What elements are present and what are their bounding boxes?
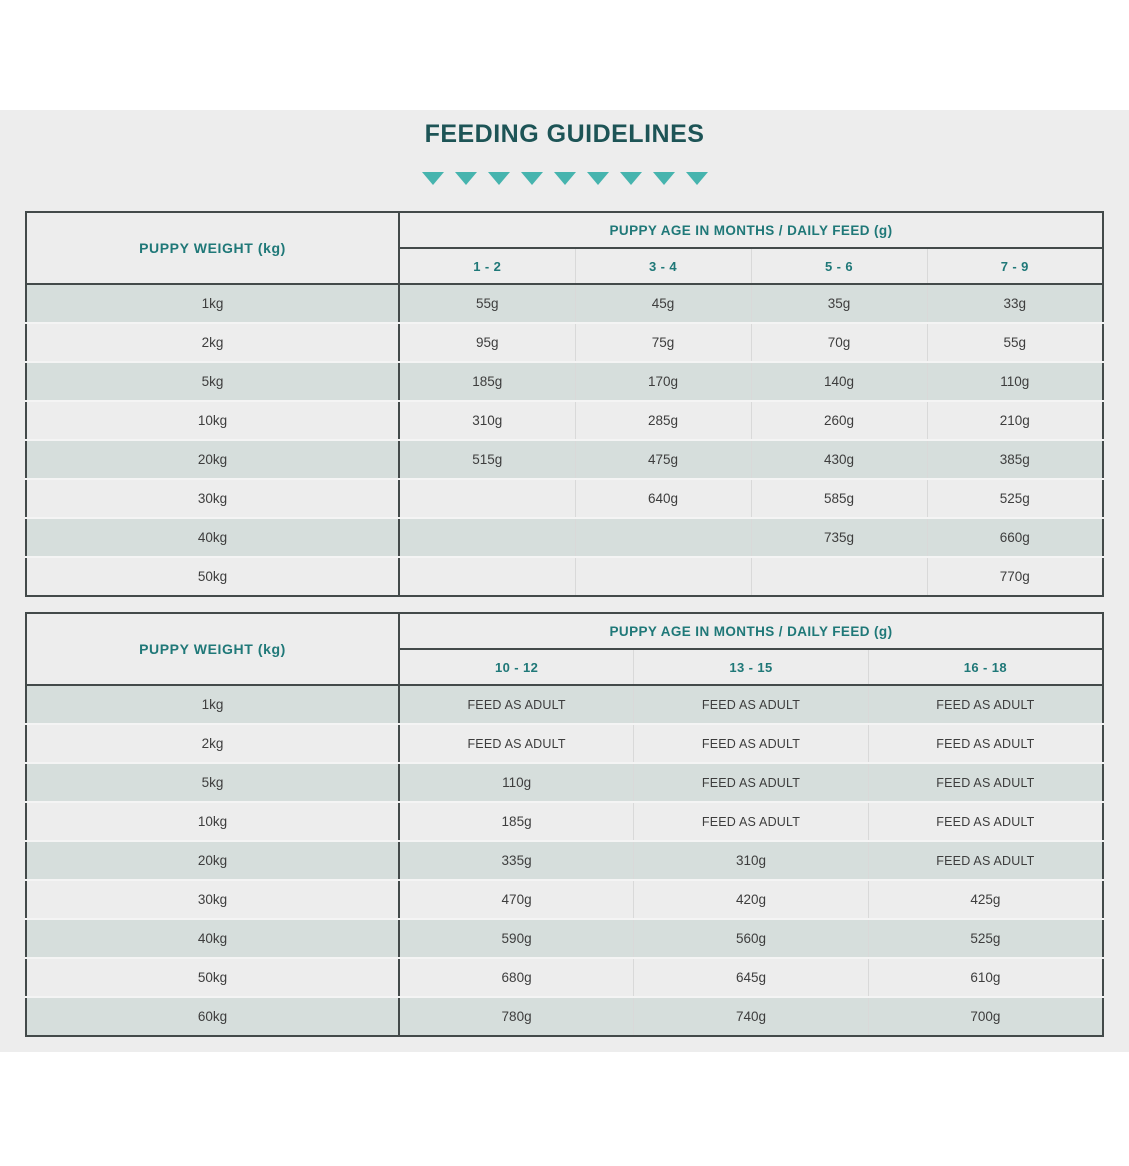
feed-amount-cell: 470g	[399, 880, 634, 919]
table-row	[26, 401, 1103, 440]
table-row	[26, 763, 1103, 802]
feed-amount-cell: 75g	[575, 323, 751, 362]
feed-amount-cell: 285g	[575, 401, 751, 440]
feed-amount-cell: 780g	[399, 997, 634, 1036]
table-header	[26, 613, 1103, 685]
table-row	[26, 958, 1103, 997]
chevron-down-icon	[653, 172, 675, 185]
feed-amount-cell: FEED AS ADULT	[634, 802, 869, 841]
feed-amount-cell: 185g	[399, 362, 575, 401]
feed-amount-cell: FEED AS ADULT	[634, 724, 869, 763]
feed-amount-cell: 95g	[399, 323, 575, 362]
table-body	[26, 685, 1103, 1036]
weight-cell: 60kg	[26, 997, 399, 1036]
table-row	[26, 479, 1103, 518]
feed-amount-cell: 735g	[751, 518, 927, 557]
page-title: FEEDING GUIDELINES	[424, 120, 705, 148]
feed-amount-cell: 610g	[868, 958, 1103, 997]
weight-cell: 10kg	[26, 802, 399, 841]
feed-amount-cell: 55g	[399, 284, 575, 323]
table-row	[26, 284, 1103, 323]
table-row	[26, 440, 1103, 479]
feed-amount-cell: FEED AS ADULT	[868, 724, 1103, 763]
feed-amount-cell: 560g	[634, 919, 869, 958]
top-white-strip	[0, 0, 1129, 110]
table-row	[26, 518, 1103, 557]
age-range-header: 1 - 2	[399, 248, 575, 284]
table-row	[26, 362, 1103, 401]
feed-amount-cell: 385g	[927, 440, 1103, 479]
feed-amount-cell: FEED AS ADULT	[868, 841, 1103, 880]
feed-amount-cell: 640g	[575, 479, 751, 518]
feed-amount-cell: 110g	[399, 763, 634, 802]
feed-amount-cell: 430g	[751, 440, 927, 479]
feed-amount-cell: 770g	[927, 557, 1103, 596]
feed-amount-cell: 35g	[751, 284, 927, 323]
age-range-header: 13 - 15	[634, 649, 869, 685]
table-row	[26, 880, 1103, 919]
table-row	[26, 802, 1103, 841]
feed-amount-cell: 425g	[868, 880, 1103, 919]
feed-amount-cell: 645g	[634, 958, 869, 997]
age-range-header: 3 - 4	[575, 248, 751, 284]
chevron-down-icon	[521, 172, 543, 185]
feed-amount-cell: 585g	[751, 479, 927, 518]
feed-amount-cell: FEED AS ADULT	[868, 763, 1103, 802]
chevron-down-icon	[488, 172, 510, 185]
feed-amount-cell	[399, 557, 575, 596]
feed-amount-cell: FEED AS ADULT	[868, 802, 1103, 841]
table-row	[26, 919, 1103, 958]
age-range-header: 5 - 6	[751, 248, 927, 284]
feed-amount-cell: FEED AS ADULT	[399, 685, 634, 724]
chevron-down-icon	[587, 172, 609, 185]
weight-cell: 40kg	[26, 518, 399, 557]
weight-cell: 1kg	[26, 284, 399, 323]
table-header	[26, 212, 1103, 284]
feed-amount-cell: 55g	[927, 323, 1103, 362]
weight-cell: 1kg	[26, 685, 399, 724]
feed-amount-cell: 420g	[634, 880, 869, 919]
feed-amount-cell: 70g	[751, 323, 927, 362]
feed-amount-cell: 680g	[399, 958, 634, 997]
age-group-header: PUPPY AGE IN MONTHS / DAILY FEED (g)	[399, 613, 1103, 649]
content-area	[0, 110, 1129, 1052]
feed-amount-cell: 260g	[751, 401, 927, 440]
table-row	[26, 997, 1103, 1036]
feed-amount-cell	[399, 479, 575, 518]
feed-amount-cell: 475g	[575, 440, 751, 479]
weight-cell: 2kg	[26, 323, 399, 362]
chevron-down-icon	[422, 172, 444, 185]
feed-amount-cell: 140g	[751, 362, 927, 401]
feed-amount-cell: 700g	[868, 997, 1103, 1036]
feed-amount-cell: FEED AS ADULT	[399, 724, 634, 763]
feed-amount-cell: 335g	[399, 841, 634, 880]
feed-amount-cell: 170g	[575, 362, 751, 401]
table-row	[26, 841, 1103, 880]
weight-cell: 40kg	[26, 919, 399, 958]
feed-amount-cell: 660g	[927, 518, 1103, 557]
feed-amount-cell: 185g	[399, 802, 634, 841]
weight-cell: 2kg	[26, 724, 399, 763]
table-row	[26, 557, 1103, 596]
feed-amount-cell: FEED AS ADULT	[868, 685, 1103, 724]
feed-amount-cell: 33g	[927, 284, 1103, 323]
table-row	[26, 323, 1103, 362]
feed-amount-cell: 45g	[575, 284, 751, 323]
age-range-header: 10 - 12	[399, 649, 634, 685]
chevron-down-icon	[620, 172, 642, 185]
weight-cell: 50kg	[26, 557, 399, 596]
feed-amount-cell: 110g	[927, 362, 1103, 401]
chevron-down-icon	[455, 172, 477, 185]
age-group-header: PUPPY AGE IN MONTHS / DAILY FEED (g)	[399, 212, 1103, 248]
weight-cell: 30kg	[26, 479, 399, 518]
feeding-table-early-months	[25, 211, 1104, 597]
feed-amount-cell: FEED AS ADULT	[634, 685, 869, 724]
weight-cell: 10kg	[26, 401, 399, 440]
weight-column-header: PUPPY WEIGHT (kg)	[26, 212, 399, 284]
feed-amount-cell: 310g	[399, 401, 575, 440]
weight-cell: 5kg	[26, 362, 399, 401]
chevron-divider	[0, 172, 1129, 185]
bottom-white-strip	[0, 1052, 1129, 1166]
table-body	[26, 284, 1103, 596]
chevron-down-icon	[554, 172, 576, 185]
feed-amount-cell: 515g	[399, 440, 575, 479]
feed-amount-cell: 740g	[634, 997, 869, 1036]
weight-cell: 50kg	[26, 958, 399, 997]
feed-amount-cell: 525g	[927, 479, 1103, 518]
table-row	[26, 724, 1103, 763]
chevron-down-icon	[686, 172, 708, 185]
feed-amount-cell: 525g	[868, 919, 1103, 958]
age-range-header: 16 - 18	[868, 649, 1103, 685]
feed-amount-cell: 210g	[927, 401, 1103, 440]
weight-cell: 20kg	[26, 440, 399, 479]
feed-amount-cell: 310g	[634, 841, 869, 880]
weight-column-header: PUPPY WEIGHT (kg)	[26, 613, 399, 685]
weight-cell: 30kg	[26, 880, 399, 919]
weight-cell: 20kg	[26, 841, 399, 880]
feed-amount-cell	[399, 518, 575, 557]
feed-amount-cell	[575, 518, 751, 557]
feed-amount-cell: 590g	[399, 919, 634, 958]
feed-amount-cell: FEED AS ADULT	[634, 763, 869, 802]
feed-amount-cell	[575, 557, 751, 596]
age-range-header: 7 - 9	[927, 248, 1103, 284]
feed-amount-cell	[751, 557, 927, 596]
feeding-table-later-months	[25, 612, 1104, 1037]
weight-cell: 5kg	[26, 763, 399, 802]
table-row	[26, 685, 1103, 724]
